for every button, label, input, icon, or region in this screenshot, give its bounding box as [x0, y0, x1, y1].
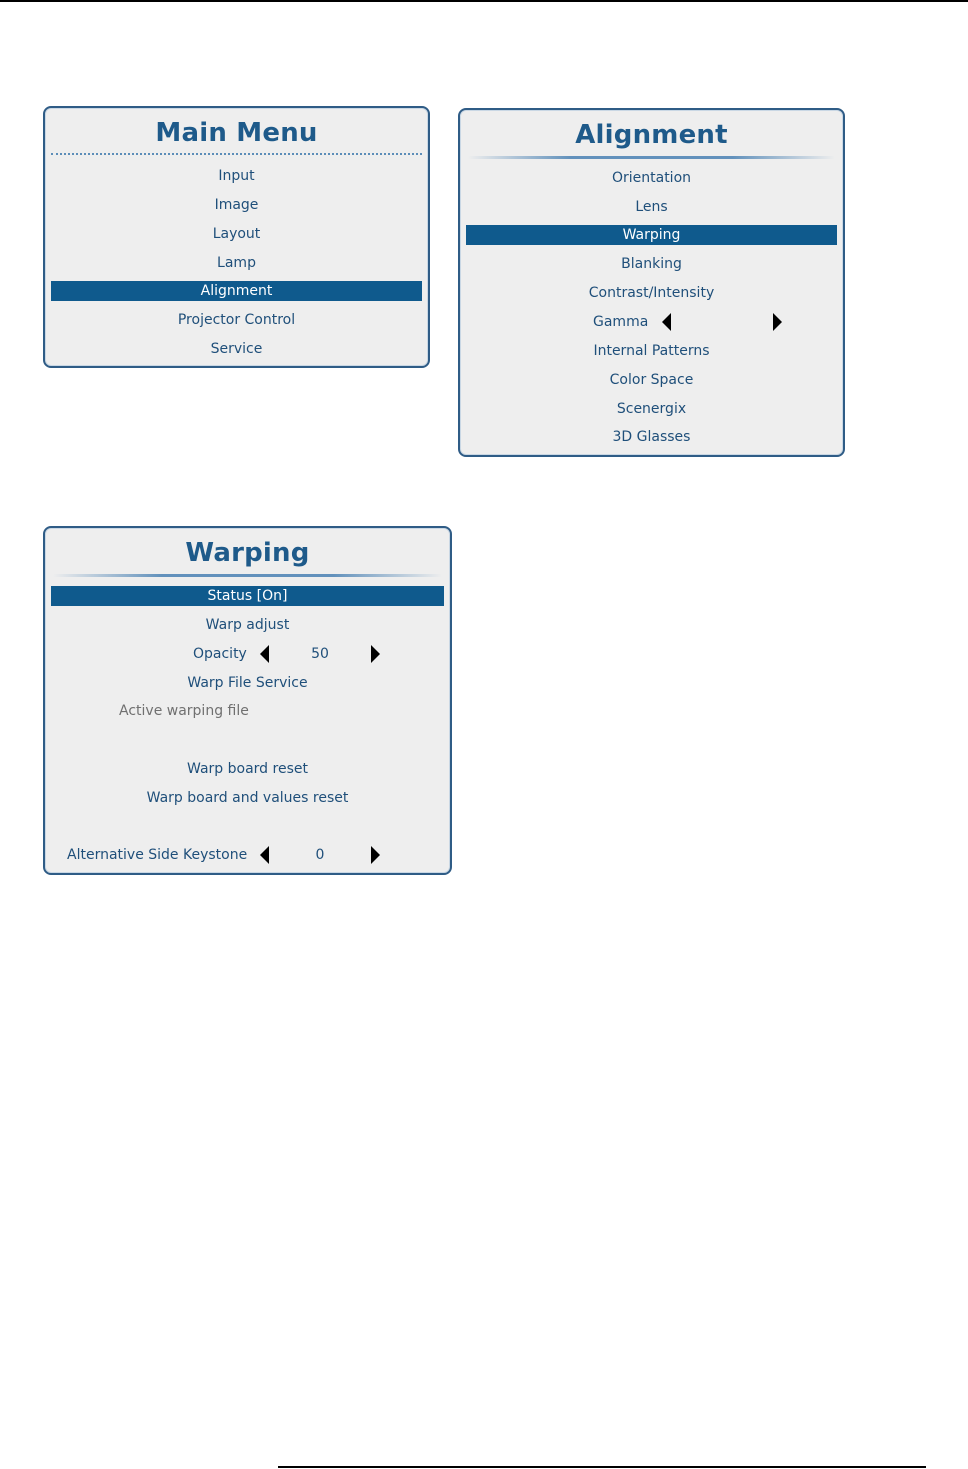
alignment-menu-panel [458, 108, 845, 457]
main-menu-item-lamp[interactable]: Lamp [217, 255, 256, 271]
opacity-label: Opacity [193, 646, 247, 662]
main-menu-item-image[interactable]: Image [214, 197, 259, 213]
warping-item-warp-file-service[interactable]: Warp File Service [187, 675, 308, 691]
opacity-value: 50 [311, 646, 329, 662]
alignment-item-scenergix[interactable]: Scenergix [616, 401, 687, 417]
warping-menu-panel [43, 526, 452, 875]
alignment-item-3d-glasses[interactable]: 3D Glasses [612, 429, 691, 445]
opacity-left-arrow-icon[interactable] [260, 645, 269, 663]
warping-item-opacity[interactable] [51, 644, 444, 664]
warping-item-status[interactable]: Status [On] [51, 586, 444, 606]
main-menu-item-service[interactable]: Service [210, 341, 263, 357]
main-menu-item-input[interactable]: Input [218, 168, 255, 184]
warping-menu-divider [53, 574, 442, 577]
warping-item-warp-board-reset[interactable]: Warp board reset [187, 761, 308, 777]
alignment-item-internal-patterns[interactable]: Internal Patterns [593, 343, 710, 359]
opacity-right-arrow-icon[interactable] [371, 645, 380, 663]
alignment-item-contrast-intensity[interactable]: Contrast/Intensity [588, 285, 715, 301]
top-rule [0, 0, 968, 2]
alignment-item-orientation[interactable]: Orientation [611, 170, 692, 186]
gamma-right-arrow-icon[interactable] [773, 313, 782, 331]
alignment-item-lens[interactable]: Lens [635, 199, 668, 215]
warping-item-warp-board-and-values-reset[interactable]: Warp board and values reset [146, 790, 349, 806]
alignment-item-gamma[interactable] [466, 312, 837, 332]
main-menu-divider [51, 153, 422, 155]
alignment-menu-divider [468, 156, 835, 159]
main-menu-panel [43, 106, 430, 368]
main-menu-title: Main Menu [155, 118, 318, 148]
alt-side-keystone-value: 0 [315, 847, 325, 863]
alignment-item-warping[interactable]: Warping [466, 225, 837, 245]
warping-item-alternative-side-keystone[interactable] [51, 845, 444, 865]
warping-menu-title: Warping [185, 538, 310, 568]
alignment-menu-title: Alignment [575, 120, 728, 150]
warping-item-active-warping-file: Active warping file [119, 703, 249, 719]
main-menu-item-projector-control[interactable]: Projector Control [177, 312, 296, 328]
gamma-left-arrow-icon[interactable] [662, 313, 671, 331]
warping-item-warp-adjust[interactable]: Warp adjust [205, 617, 290, 633]
alt-side-keystone-right-arrow-icon[interactable] [371, 846, 380, 864]
gamma-label: Gamma [593, 314, 649, 330]
alignment-item-color-space[interactable]: Color Space [609, 372, 694, 388]
alt-side-keystone-label: Alternative Side Keystone [67, 847, 248, 863]
alt-side-keystone-left-arrow-icon[interactable] [260, 846, 269, 864]
bottom-rule [278, 1466, 926, 1468]
main-menu-item-layout[interactable]: Layout [212, 226, 261, 242]
alignment-item-blanking[interactable]: Blanking [621, 256, 682, 272]
main-menu-item-alignment[interactable]: Alignment [51, 281, 422, 301]
